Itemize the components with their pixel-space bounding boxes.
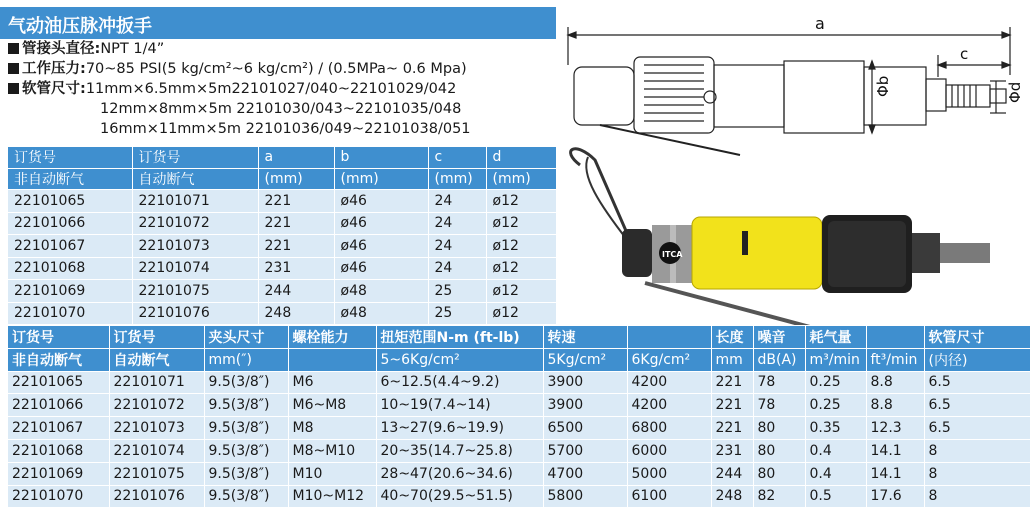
table-cell: 4700 — [543, 462, 627, 485]
header-cell: d — [486, 147, 556, 168]
table-cell: 80 — [753, 417, 805, 440]
table-cell: ø48 — [334, 280, 428, 303]
header-cell — [288, 348, 376, 371]
brand-logo: ITCA — [662, 250, 683, 259]
dim-label-d: Φd — [1006, 81, 1024, 103]
table-cell: ø48 — [334, 302, 428, 325]
table-cell: 4200 — [627, 394, 711, 417]
spec-connector: 管接头直径:NPT 1/4” — [8, 40, 164, 59]
table-row — [8, 280, 556, 303]
table-cell: 244 — [258, 280, 334, 303]
table-cell: 20~35(14.7~25.8) — [376, 439, 543, 462]
header-cell: 5~6Kg/cm² — [376, 348, 543, 371]
title-bar — [0, 7, 556, 39]
table-cell: 24 — [428, 190, 486, 213]
header-cell: 自动断气 — [132, 168, 258, 190]
header-cell: a — [258, 147, 334, 168]
product-photo — [560, 145, 1030, 325]
header-cell: dB(A) — [753, 348, 805, 371]
table-cell: 22101075 — [132, 280, 258, 303]
table-cell: 24 — [428, 235, 486, 258]
table-cell: ø12 — [486, 212, 556, 235]
dimension-table — [8, 147, 556, 320]
header-cell: mm(″) — [204, 348, 288, 371]
table-row — [8, 485, 1030, 508]
table-cell: 221 — [711, 417, 753, 440]
header-cell: c — [428, 147, 486, 168]
table-cell: M6~M8 — [288, 394, 376, 417]
table-cell: 0.5 — [805, 485, 866, 508]
table-cell: 22101070 — [8, 302, 132, 325]
table-row — [8, 235, 556, 258]
table-cell: 5000 — [627, 462, 711, 485]
table-cell: 22101068 — [8, 439, 109, 462]
table-cell: 8.8 — [866, 371, 924, 394]
table-cell: M6 — [288, 371, 376, 394]
table-cell: 80 — [753, 462, 805, 485]
bullet-square-icon — [8, 83, 19, 94]
header-cell: (mm) — [486, 168, 556, 190]
table-row — [8, 439, 1030, 462]
table-row — [8, 417, 1030, 440]
table-cell: 231 — [258, 257, 334, 280]
header-cell: 非自动断气 — [8, 348, 109, 371]
table-cell: 14.1 — [866, 439, 924, 462]
table-cell: 248 — [711, 485, 753, 508]
table-cell: 0.4 — [805, 439, 866, 462]
table-cell: 78 — [753, 371, 805, 394]
header-cell: mm — [711, 348, 753, 371]
table-cell: 0.35 — [805, 417, 866, 440]
table-cell: 22101069 — [8, 280, 132, 303]
table-cell: ø46 — [334, 212, 428, 235]
table-cell: 9.5(3/8″) — [204, 371, 288, 394]
spec-pressure: 工作压力:70~85 PSI(5 kg/cm²~6 kg/cm²) / (0.5MPa~ 0.6 Mpa) — [8, 60, 467, 79]
table-cell: 12.3 — [866, 417, 924, 440]
table-cell: M10~M12 — [288, 485, 376, 508]
table-cell: 6500 — [543, 417, 627, 440]
table-cell: 22101073 — [132, 235, 258, 258]
table-cell: ø12 — [486, 257, 556, 280]
table-cell: 8 — [924, 485, 1030, 508]
table-cell: 14.1 — [866, 462, 924, 485]
table-cell: 231 — [711, 439, 753, 462]
table-cell: 22101072 — [132, 212, 258, 235]
header-cell: 5Kg/cm² — [543, 348, 627, 371]
table-cell: 0.4 — [805, 462, 866, 485]
table-cell: 22101074 — [109, 439, 204, 462]
header-cell: 长度 — [711, 326, 753, 348]
table-cell: 22101072 — [109, 394, 204, 417]
header-cell: ft³/min — [866, 348, 924, 371]
table-cell: 78 — [753, 394, 805, 417]
header-cell: 6Kg/cm² — [627, 348, 711, 371]
table-cell: 22101070 — [8, 485, 109, 508]
header-cell: 螺栓能力 — [288, 326, 376, 348]
dim-label-b: Φb — [874, 75, 892, 97]
header-cell: (mm) — [428, 168, 486, 190]
table-cell: ø12 — [486, 280, 556, 303]
header-cell: m³/min — [805, 348, 866, 371]
table-cell: 221 — [711, 394, 753, 417]
table-row — [8, 302, 556, 325]
table-cell: 22101066 — [8, 394, 109, 417]
table-cell: 248 — [258, 302, 334, 325]
table-cell: 22101067 — [8, 417, 109, 440]
table-cell: 6000 — [627, 439, 711, 462]
header-cell: 订货号 — [109, 326, 204, 348]
header-cell: 噪音 — [753, 326, 805, 348]
table-cell: M8~M10 — [288, 439, 376, 462]
table-row — [8, 394, 1030, 417]
table-cell: 22101065 — [8, 371, 109, 394]
header-cell: 自动断气 — [109, 348, 204, 371]
table-cell: 22101071 — [132, 190, 258, 213]
table-cell: 24 — [428, 212, 486, 235]
table-cell: 22101069 — [8, 462, 109, 485]
table-row — [8, 371, 1030, 394]
table-cell: 4200 — [627, 371, 711, 394]
table-cell: ø46 — [334, 235, 428, 258]
table-header-row — [8, 168, 556, 190]
table-cell: 82 — [753, 485, 805, 508]
table-cell: 3900 — [543, 394, 627, 417]
table-cell: 6.5 — [924, 394, 1030, 417]
table-cell: 10~19(7.4~14) — [376, 394, 543, 417]
page-title: 气动油压脉冲扳手 — [8, 16, 152, 37]
header-cell: 非自动断气 — [8, 168, 132, 190]
header-cell: 订货号 — [8, 326, 109, 348]
spec-hose-line2: 12mm×8mm×5m 22101030/043~22101035/048 — [100, 101, 462, 117]
table-cell: 221 — [258, 190, 334, 213]
header-cell: (内径) — [924, 348, 1030, 371]
table-cell: 13~27(9.6~19.9) — [376, 417, 543, 440]
table-cell: 9.5(3/8″) — [204, 485, 288, 508]
header-cell: 耗气量 — [805, 326, 866, 348]
header-cell: 转速 — [543, 326, 627, 348]
table-row — [8, 212, 556, 235]
table-cell: 244 — [711, 462, 753, 485]
table-cell: M10 — [288, 462, 376, 485]
table-cell: 17.6 — [866, 485, 924, 508]
dimension-drawing — [560, 5, 1030, 163]
table-cell: 22101076 — [132, 302, 258, 325]
table-header-row — [8, 147, 556, 168]
table-cell: ø12 — [486, 190, 556, 213]
performance-table — [8, 326, 1030, 508]
header-cell: 夹头尺寸 — [204, 326, 288, 348]
table-cell: 9.5(3/8″) — [204, 462, 288, 485]
table-row — [8, 257, 556, 280]
table-cell: 6.5 — [924, 417, 1030, 440]
table-cell: 24 — [428, 257, 486, 280]
header-cell: 软管尺寸 — [924, 326, 1030, 348]
table-cell: 0.25 — [805, 394, 866, 417]
table-cell: 22101067 — [8, 235, 132, 258]
table-cell: 25 — [428, 302, 486, 325]
header-cell: (mm) — [334, 168, 428, 190]
table-cell: 22101066 — [8, 212, 132, 235]
header-cell: b — [334, 147, 428, 168]
table-cell: 9.5(3/8″) — [204, 394, 288, 417]
table-cell: 40~70(29.5~51.5) — [376, 485, 543, 508]
table-cell: 9.5(3/8″) — [204, 417, 288, 440]
header-cell: (mm) — [258, 168, 334, 190]
table-cell: ø46 — [334, 257, 428, 280]
spec-hose-line3: 16mm×11mm×5m 22101036/049~22101038/051 — [100, 121, 471, 137]
table-cell: 25 — [428, 280, 486, 303]
table-cell: 80 — [753, 439, 805, 462]
table-row — [8, 190, 556, 213]
table-cell: 6.5 — [924, 371, 1030, 394]
table-cell: 5700 — [543, 439, 627, 462]
header-cell — [627, 326, 711, 348]
table-cell: 22101071 — [109, 371, 204, 394]
table-cell: 22101065 — [8, 190, 132, 213]
table-cell: 8 — [924, 439, 1030, 462]
table-cell: 0.25 — [805, 371, 866, 394]
table-cell: 22101073 — [109, 417, 204, 440]
table-cell: 22101074 — [132, 257, 258, 280]
table-header-row — [8, 326, 1030, 348]
table-cell: ø12 — [486, 302, 556, 325]
table-cell: 22101076 — [109, 485, 204, 508]
table-cell: 22101075 — [109, 462, 204, 485]
bullet-square-icon — [8, 63, 19, 74]
header-cell: 订货号 — [132, 147, 258, 168]
header-cell: 扭矩范围N-m (ft-lb) — [376, 326, 543, 348]
table-cell: 9.5(3/8″) — [204, 439, 288, 462]
table-cell: 6100 — [627, 485, 711, 508]
table-cell: 6800 — [627, 417, 711, 440]
table-row — [8, 462, 1030, 485]
table-cell: 8 — [924, 462, 1030, 485]
table-cell: ø12 — [486, 235, 556, 258]
header-cell: 订货号 — [8, 147, 132, 168]
table-cell: 221 — [258, 235, 334, 258]
table-cell: 6~12.5(4.4~9.2) — [376, 371, 543, 394]
spec-hose: 软管尺寸:11mm×6.5mm×5m22101027/040~22101029/042 — [8, 80, 456, 99]
header-cell — [866, 326, 924, 348]
table-cell: M8 — [288, 417, 376, 440]
table-cell: 5800 — [543, 485, 627, 508]
table-cell: 3900 — [543, 371, 627, 394]
table-cell: 221 — [258, 212, 334, 235]
bullet-square-icon — [8, 43, 19, 54]
table-cell: 221 — [711, 371, 753, 394]
table-cell: 28~47(20.6~34.6) — [376, 462, 543, 485]
dim-label-a: a — [815, 14, 825, 33]
table-header-row — [8, 348, 1030, 371]
dim-label-c: c — [960, 45, 969, 63]
table-cell: 8.8 — [866, 394, 924, 417]
table-cell: 22101068 — [8, 257, 132, 280]
table-cell: ø46 — [334, 190, 428, 213]
